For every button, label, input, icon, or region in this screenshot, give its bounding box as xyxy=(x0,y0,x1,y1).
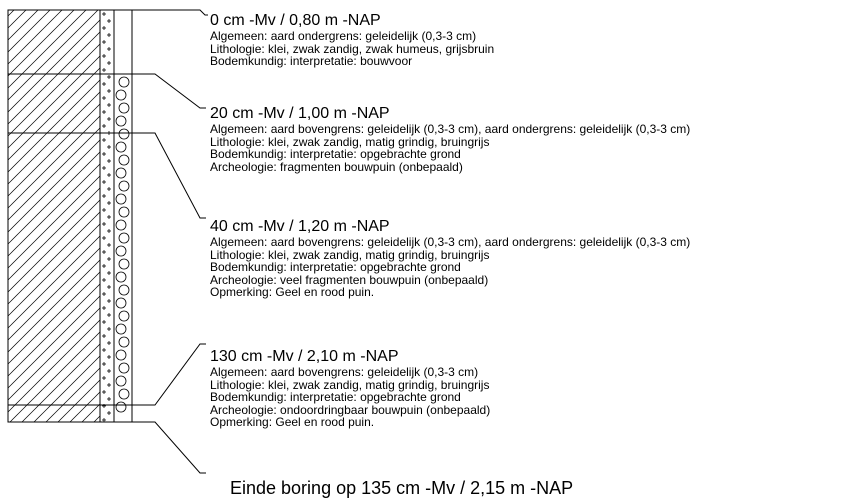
layer-line: Lithologie: klei, zwak zandig, matig grindig, bruingrijs xyxy=(210,134,490,149)
layer-header: 40 cm -Mv / 1,20 m -NAP xyxy=(210,218,390,235)
layer-line: Archeologie: veel fragmenten bouwpuin (onbepaald) xyxy=(210,272,489,287)
layer-line: Archeologie: ondoordringbaar bouwpuin (onbepaald) xyxy=(210,402,491,417)
end-of-boring-label: Einde boring op 135 cm -Mv / 2,15 m -NAP xyxy=(230,478,574,498)
layer-line: Lithologie: klei, zwak zandig, matig grindig, bruingrijs xyxy=(210,377,490,392)
layer-line: Archeologie: fragmenten bouwpuin (onbepaald) xyxy=(210,159,463,174)
layer-line: Bodemkundig: interpretatie: opgebrachte grond xyxy=(210,390,461,404)
layer-description-1 xyxy=(210,12,494,68)
leader-layer-2 xyxy=(132,74,206,108)
layer-description-3 xyxy=(210,218,690,299)
layer-header: 20 cm -Mv / 1,00 m -NAP xyxy=(210,105,390,122)
layer-line: Opmerking: Geel en rood puin. xyxy=(210,285,375,299)
leader-end xyxy=(132,422,206,473)
layer-line: Algemeen: aard bovengrens: geleidelijk (0,3-3 cm), aard ondergrens: geleidelijk (0,3-3 cm) xyxy=(210,122,691,136)
leader-layer-4 xyxy=(132,344,206,405)
layer-header: 130 cm -Mv / 2,10 m -NAP xyxy=(210,348,399,365)
layer-description-2 xyxy=(210,105,690,173)
layer-line: Lithologie: klei, zwak zandig, zwak humeus, grijsbruin xyxy=(210,41,495,56)
sand-admixture-column xyxy=(100,10,114,422)
layer-line: Opmerking: Geel en rood puin. xyxy=(210,415,375,429)
leader-lines xyxy=(132,10,208,473)
layer-description-4 xyxy=(210,348,490,429)
leader-layer-1 xyxy=(132,10,208,15)
layer-line: Algemeen: aard bovengrens: geleidelijk (0,3-3 cm) xyxy=(210,365,479,379)
layer-line: Algemeen: aard bovengrens: geleidelijk (0,3-3 cm), aard ondergrens: geleidelijk (0,3-3 cm) xyxy=(210,235,691,249)
layer-line: Bodemkundig: interpretatie: opgebrachte grond xyxy=(210,147,461,161)
gravel-admixture-column xyxy=(114,10,132,422)
lithology-column xyxy=(8,10,100,422)
layer-line: Bodemkundig: interpretatie: bouwvoor xyxy=(210,54,413,68)
layer-header: 0 cm -Mv / 0,80 m -NAP xyxy=(210,12,381,29)
layer-line: Algemeen: aard ondergrens: geleidelijk (0,3-3 cm) xyxy=(210,29,477,43)
layer-line: Lithologie: klei, zwak zandig, matig grindig, bruingrijs xyxy=(210,247,490,262)
leader-layer-3 xyxy=(132,133,206,218)
layer-line: Bodemkundig: interpretatie: opgebrachte grond xyxy=(210,260,461,274)
